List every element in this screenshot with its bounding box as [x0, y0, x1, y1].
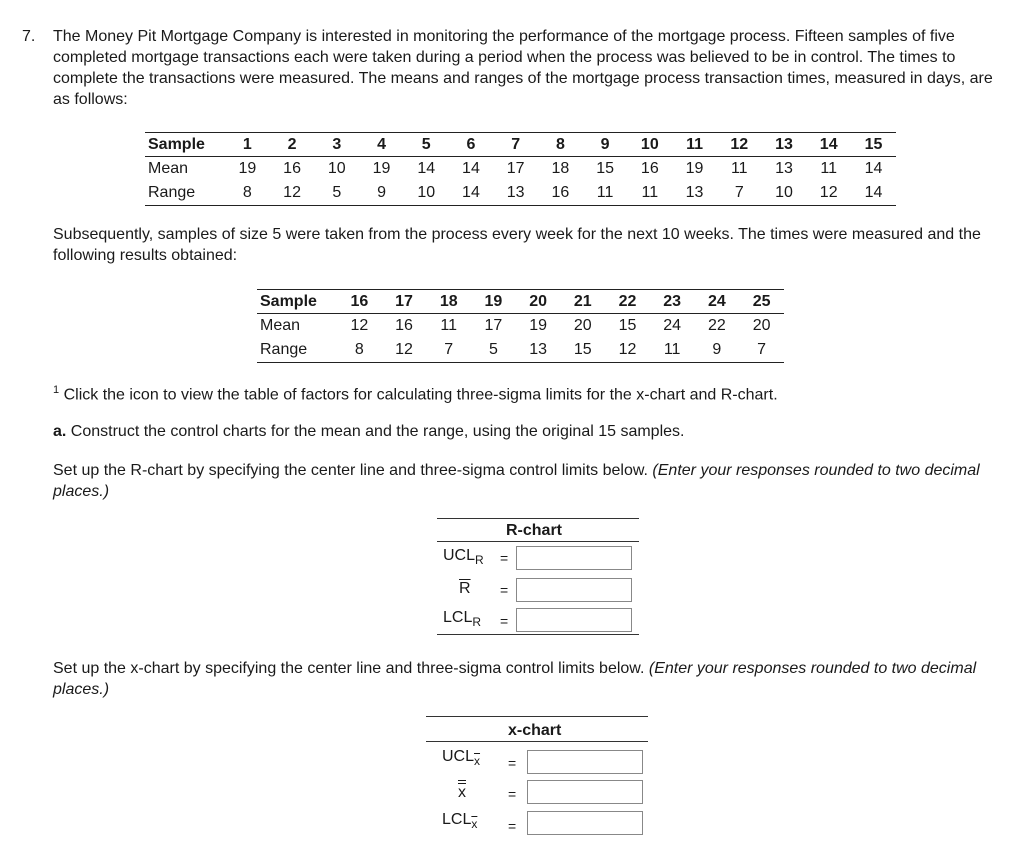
table-original-samples: [145, 132, 896, 206]
range-value-cell: 14: [851, 181, 896, 206]
mean-value-cell: 16: [395, 317, 413, 334]
mean-value-cell: 12: [350, 317, 369, 334]
range-value-cell: 11: [583, 181, 628, 206]
range-value-cell: 8: [337, 338, 382, 363]
mean-value-cell: 14: [417, 160, 436, 177]
mean-value-cell: 16: [640, 160, 659, 177]
lcl-x-main: LCL: [442, 811, 472, 828]
r-bar-equals: =: [500, 582, 509, 598]
row-label-sample: Sample: [145, 133, 225, 157]
row-label-range: Range: [145, 181, 225, 206]
lcl-r-input[interactable]: [516, 608, 632, 632]
sample-number-cell: 21: [560, 290, 605, 314]
lcl-x-sub: x: [471, 817, 478, 831]
ucl-x-sub: x: [474, 754, 481, 768]
mean-value-cell: 17: [484, 317, 503, 334]
sample-number-cell: 5: [404, 133, 449, 157]
r-bar-input[interactable]: [516, 578, 632, 602]
mean-value-cell: 15: [618, 317, 637, 334]
range-value-cell: 14: [449, 181, 494, 206]
subsequent-text: Subsequently, samples of size 5 were taken from the process every week for the next 10 weeks. The times were measured and the following results obtained:: [53, 226, 981, 264]
sample-number-cell: 12: [717, 133, 762, 157]
footnote-text: Click the icon to view the table of factors for calculating three-sigma limits for the x-chart and R-chart.: [63, 386, 778, 404]
range-value-cell: 15: [560, 338, 605, 363]
ucl-x-main: UCL: [442, 748, 475, 765]
x-round-note: (Enter your responses rounded to two decimal places.): [53, 660, 977, 698]
range-value-cell: 16: [538, 181, 583, 206]
range-value-cell: 11: [627, 181, 672, 206]
mean-value-cell: 17: [506, 160, 525, 177]
sample-number-cell: 1: [225, 133, 270, 157]
r-instr-text: Set up the R-chart by specifying the center line and three-sigma control limits below.: [53, 462, 648, 479]
range-value-cell: 9: [359, 181, 404, 206]
ucl-r-main: UCL: [443, 547, 476, 564]
sample-number-cell: 16: [337, 290, 382, 314]
lcl-r-equals: =: [500, 613, 509, 629]
question-number: 7.: [22, 28, 36, 45]
footnote-line[interactable]: [53, 380, 778, 405]
table-row-mean: [145, 157, 896, 182]
mean-value-cell: 19: [238, 160, 257, 177]
table-row-range: [257, 338, 784, 363]
ucl-r-equals: =: [500, 550, 509, 566]
mean-value-cell: 11: [820, 160, 837, 177]
mean-value-cell: 24: [663, 317, 682, 334]
range-value-cell: 13: [493, 181, 538, 206]
sample-number-cell: 19: [471, 290, 516, 314]
table-row-range: [145, 181, 896, 206]
x-chart-title-rule: [426, 741, 648, 742]
r-bar-label: $\overline{R}$: [459, 580, 471, 597]
row-label-mean: Mean: [148, 160, 189, 177]
range-value-cell: 7: [426, 338, 471, 363]
range-value-cell: 7: [739, 338, 784, 363]
mean-value-cell: 15: [596, 160, 614, 177]
mean-value-cell: 20: [752, 317, 771, 334]
question-intro: The Money Pit Mortgage Company is interested in monitoring the performance of the mortgage process. Fifteen samples of five completed mortgage transactions each were taken during a period when the process was believed to be in control. The times to complete the transactions were measured. The means and ranges of the mortgage process transaction times, measured in days, are as follows:: [53, 28, 993, 108]
range-value-cell: 10: [762, 181, 807, 206]
range-value-cell: 11: [650, 338, 695, 363]
mean-value-cell: 16: [283, 160, 301, 177]
lcl-r-label: [443, 609, 481, 629]
range-value-cell: 5: [471, 338, 516, 363]
ucl-x-equals: =: [508, 755, 517, 771]
lcl-r-main: LCL: [443, 609, 473, 626]
range-value-cell: 9: [695, 338, 740, 363]
ucl-x-label: [442, 748, 480, 768]
table-row-mean: [257, 314, 784, 339]
sample-number-cell: 23: [650, 290, 695, 314]
mean-value-cell: 19: [529, 317, 547, 334]
ucl-r-label: [443, 547, 484, 567]
sample-number-cell: 24: [695, 290, 740, 314]
sample-number-cell: 20: [516, 290, 561, 314]
range-value-cell: 8: [225, 181, 270, 206]
range-value-cell: 10: [404, 181, 449, 206]
ucl-r-input[interactable]: [516, 546, 632, 570]
range-value-cell: 12: [382, 338, 427, 363]
row-label-mean: Mean: [260, 317, 301, 334]
mean-value-cell: 11: [440, 317, 458, 334]
sample-number-cell: 6: [449, 133, 494, 157]
mean-value-cell: 19: [372, 160, 391, 177]
range-value-cell: 13: [672, 181, 717, 206]
table-subsequent-samples: [257, 289, 784, 363]
sample-number-cell: 3: [314, 133, 359, 157]
r-round-note: (Enter your responses rounded to two decimal places.): [53, 462, 980, 500]
x-double-bar-equals: =: [508, 786, 517, 802]
sample-number-cell: 9: [583, 133, 628, 157]
sample-number-cell: 14: [806, 133, 851, 157]
sample-number-cell: 13: [762, 133, 807, 157]
range-value-cell: 12: [270, 181, 315, 206]
sample-number-cell: 10: [627, 133, 672, 157]
r-chart-instructions: [53, 460, 1003, 502]
table-row-sample: [257, 290, 784, 314]
mean-value-cell: 18: [551, 160, 570, 177]
part-a-label: a.: [53, 423, 67, 440]
mean-value-cell: 14: [462, 160, 480, 177]
x-chart-title: x-chart: [508, 722, 562, 739]
x-double-bar-input[interactable]: [527, 780, 643, 804]
range-value-cell: 7: [717, 181, 762, 206]
r-chart-title: R-chart: [506, 522, 563, 539]
range-value-cell: 13: [516, 338, 561, 363]
x-chart-top-rule: [426, 716, 648, 717]
row-label-sample: Sample: [257, 290, 337, 314]
lcl-x-input[interactable]: [527, 811, 643, 835]
r-chart-top-rule: [437, 518, 639, 519]
lcl-x-label: [442, 811, 477, 831]
range-value-cell: 12: [605, 338, 650, 363]
lcl-r-sub: R: [472, 615, 482, 629]
sample-number-cell: 22: [605, 290, 650, 314]
range-value-cell: 5: [314, 181, 359, 206]
mean-value-cell: 20: [573, 317, 592, 334]
mean-value-cell: 14: [864, 160, 883, 177]
sample-number-cell: 18: [426, 290, 471, 314]
footnote-number: 1: [53, 384, 60, 396]
ucl-x-input[interactable]: [527, 750, 643, 774]
part-a-text: Construct the control charts for the mean and the range, using the original 15 samples.: [70, 423, 685, 440]
mean-value-cell: 13: [775, 160, 793, 177]
row-label-range: Range: [257, 338, 337, 363]
sample-number-cell: 8: [538, 133, 583, 157]
x-instr-text: Set up the x-chart by specifying the center line and three-sigma control limits below.: [53, 660, 645, 677]
lcl-x-equals: =: [508, 818, 517, 834]
ucl-r-sub: R: [475, 553, 484, 567]
x-chart-instructions: [53, 658, 1003, 700]
sample-number-cell: 4: [359, 133, 404, 157]
range-value-cell: 12: [806, 181, 851, 206]
sample-number-cell: 15: [851, 133, 896, 157]
r-chart-bottom-rule: [437, 634, 639, 635]
mean-value-cell: 11: [730, 160, 748, 177]
part-a: [53, 421, 684, 442]
table-row-sample: [145, 133, 896, 157]
mean-value-cell: 10: [327, 160, 346, 177]
x-double-bar-label: x: [458, 784, 466, 801]
sample-number-cell: 17: [382, 290, 427, 314]
sample-number-cell: 2: [270, 133, 315, 157]
sample-number-cell: 11: [672, 133, 717, 157]
mean-value-cell: 19: [685, 160, 704, 177]
mean-value-cell: 22: [707, 317, 726, 334]
sample-number-cell: 7: [493, 133, 538, 157]
sample-number-cell: 25: [739, 290, 784, 314]
r-chart-title-rule: [437, 541, 639, 542]
